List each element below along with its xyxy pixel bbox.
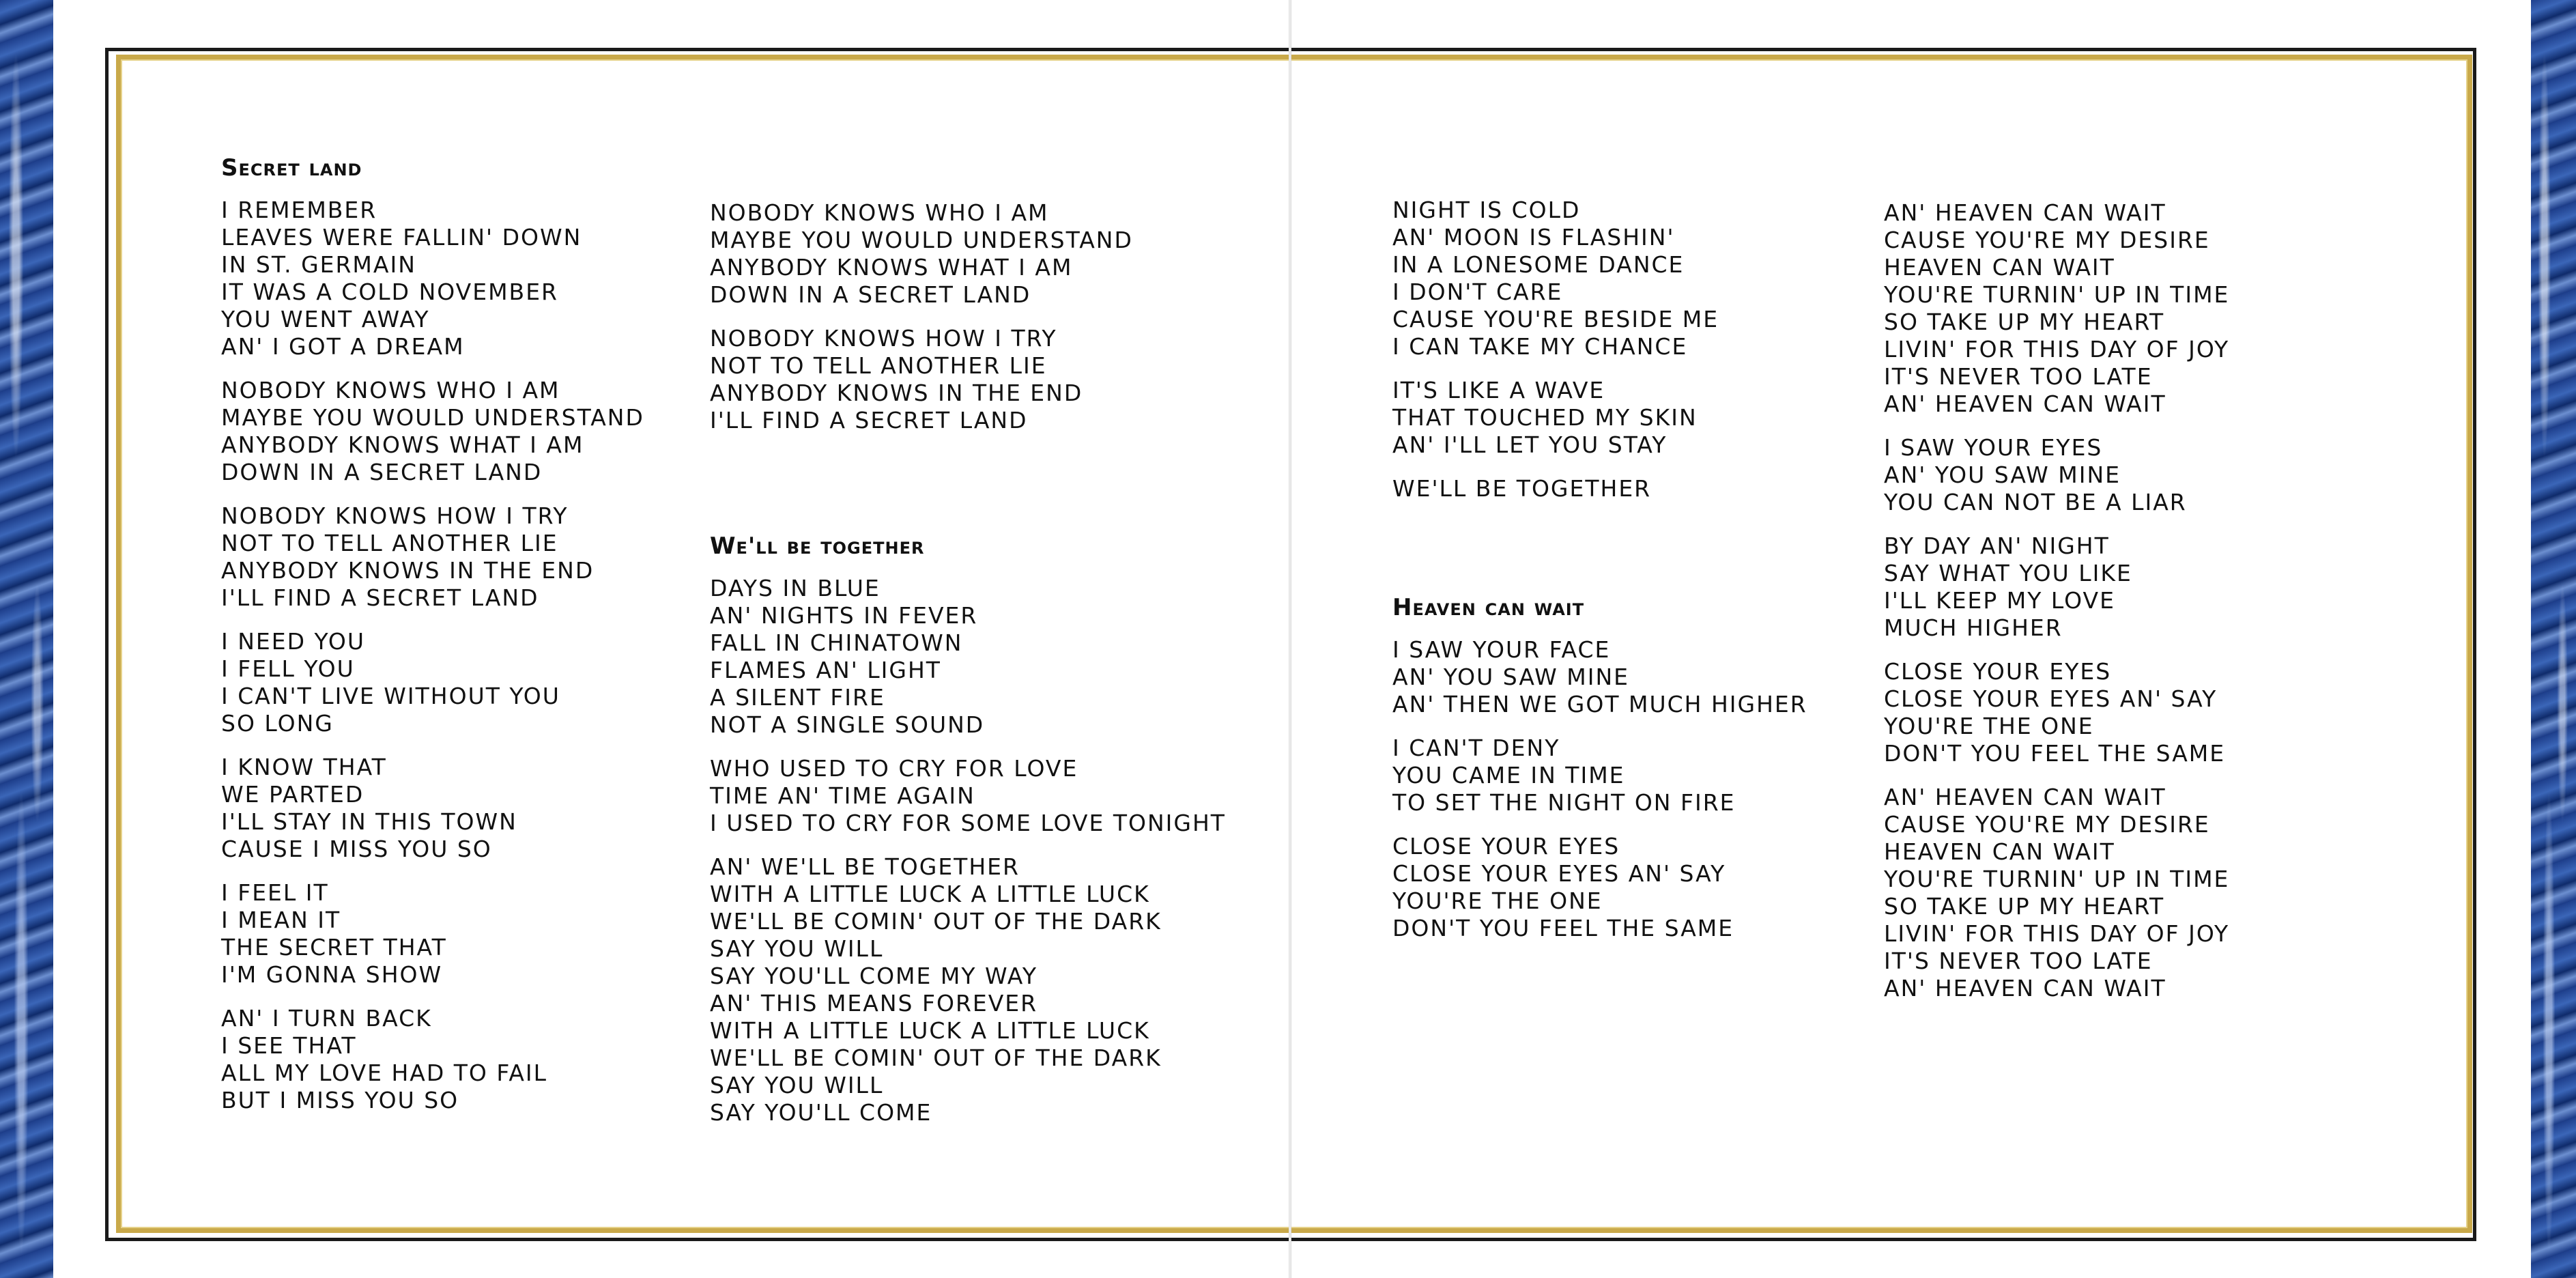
stanza: [1884, 532, 2229, 642]
lyric-line: THE SECRET THAT: [221, 934, 447, 961]
lyric-line: AN' MOON IS FLASHIN': [1392, 224, 1675, 251]
lyric-line: I SEE THAT: [221, 1032, 357, 1059]
lyric-line: I'LL STAY IN THIS TOWN: [221, 808, 517, 835]
lyrics-column-2: [710, 199, 1226, 1143]
lyric-line: I CAN'T DENY: [1392, 735, 1560, 761]
lyric-line: AN' HEAVEN CAN WAIT: [1884, 199, 2166, 226]
center-fold: [1289, 0, 1291, 1278]
lyric-line: I FEEL IT: [221, 879, 329, 906]
lyric-line: A SILENT FIRE: [710, 684, 885, 711]
lyric-line: IT'S NEVER TOO LATE: [1884, 363, 2153, 390]
lyric-line: CAUSE YOU'RE MY DESIRE: [1884, 227, 2210, 253]
stanza-list: [1884, 199, 2229, 1002]
lyric-line: ANYBODY KNOWS IN THE END: [221, 557, 595, 584]
lyric-line: AN' NIGHTS IN FEVER: [710, 602, 978, 629]
stanza: [710, 853, 1226, 1126]
lyric-line: BY DAY AN' NIGHT: [1884, 532, 2110, 559]
lyric-line: SAY YOU WILL: [710, 1072, 884, 1098]
lyric-line: I SAW YOUR FACE: [1392, 636, 1611, 663]
lyric-line: I DON'T CARE: [1392, 279, 1563, 305]
lyric-line: AN' YOU SAW MINE: [1392, 664, 1629, 690]
stanza: [1884, 199, 2229, 418]
lyric-line: ALL MY LOVE HAD TO FAIL: [221, 1060, 548, 1086]
stanza: [710, 575, 1226, 739]
lyric-line: CLOSE YOUR EYES AN' SAY: [1392, 860, 1726, 887]
lyric-line: LIVIN' FOR THIS DAY OF JOY: [1884, 920, 2230, 947]
lyric-line: I'LL KEEP MY LOVE: [1884, 587, 2115, 614]
lyric-line: NOT TO TELL ANOTHER LIE: [710, 352, 1047, 379]
lyric-line: DAYS IN BLUE: [710, 575, 881, 601]
stanza: [1884, 434, 2229, 516]
lyric-line: FLAMES AN' LIGHT: [710, 657, 941, 683]
lyric-line: YOU CAME IN TIME: [1392, 762, 1625, 789]
lyric-line: MUCH HIGHER: [1884, 614, 2063, 641]
lyric-line: ANYBODY KNOWS WHAT I AM: [710, 254, 1073, 281]
lyric-line: AN' WE'LL BE TOGETHER: [710, 853, 1020, 880]
stanza: [221, 628, 644, 737]
lyric-line: I'M GONNA SHOW: [221, 961, 443, 988]
lyric-line: WE'LL BE COMIN' OUT OF THE DARK: [710, 908, 1162, 935]
lyric-line: TIME AN' TIME AGAIN: [710, 782, 975, 809]
lyric-line: I CAN'T LIVE WITHOUT YOU: [221, 683, 560, 709]
stanza: [221, 502, 644, 612]
stanza: [1392, 475, 1807, 502]
lyric-line: I FELL YOU: [221, 655, 355, 682]
stanza: [1884, 658, 2229, 767]
stanza: [1392, 197, 1807, 360]
lyric-line: SO TAKE UP MY HEART: [1884, 309, 2165, 335]
lyric-line: WITH A LITTLE LUCK A LITTLE LUCK: [710, 1017, 1150, 1044]
song-title-secret-land: Secret land: [221, 154, 362, 182]
lyric-line: DOWN IN A SECRET LAND: [710, 281, 1031, 308]
lyric-line: AN' HEAVEN CAN WAIT: [1884, 975, 2166, 1002]
lyric-line: I KNOW THAT: [221, 754, 387, 780]
lyric-line: SAY YOU'LL COME MY WAY: [710, 963, 1037, 989]
lyric-line: CAUSE YOU'RE MY DESIRE: [1884, 811, 2210, 838]
song-title-heaven-can-wait: Heaven can wait: [1392, 594, 1585, 621]
lyric-line: I'LL FIND A SECRET LAND: [221, 584, 539, 611]
lyric-line: TO SET THE NIGHT ON FIRE: [1392, 789, 1736, 816]
lyric-line: HEAVEN CAN WAIT: [1884, 838, 2115, 865]
stanza: [710, 199, 1226, 309]
lyric-line: LIVIN' FOR THIS DAY OF JOY: [1884, 336, 2230, 363]
lyric-line: AN' YOU SAW MINE: [1884, 462, 2121, 488]
stanza-list: [1392, 636, 1807, 942]
stanza-list: [710, 575, 1226, 1126]
lyric-line: AN' I TURN BACK: [221, 1005, 432, 1032]
lyric-line: DON'T YOU FEEL THE SAME: [1884, 740, 2226, 767]
lyric-line: I MEAN IT: [221, 907, 341, 933]
lyric-line: AN' HEAVEN CAN WAIT: [1884, 784, 2166, 810]
marble-border-left: [0, 0, 53, 1278]
lyric-line: NOBODY KNOWS WHO I AM: [710, 199, 1049, 226]
lyric-line: IT'S NEVER TOO LATE: [1884, 948, 2153, 974]
lyric-line: NOBODY KNOWS HOW I TRY: [221, 502, 569, 529]
lyric-line: WE'LL BE TOGETHER: [1392, 475, 1652, 502]
stanza: [221, 197, 644, 360]
lyric-line: NOBODY KNOWS WHO I AM: [221, 377, 560, 403]
lyric-line: YOU'RE THE ONE: [1884, 713, 2094, 739]
lyric-line: IN A LONESOME DANCE: [1392, 251, 1685, 278]
lyrics-column-4: [1884, 199, 2229, 1019]
marble-border-right: [2531, 0, 2576, 1278]
lyric-line: AN' I GOT A DREAM: [221, 333, 465, 360]
lyric-line: MAYBE YOU WOULD UNDERSTAND: [221, 404, 644, 431]
lyric-line: CLOSE YOUR EYES AN' SAY: [1884, 685, 2218, 712]
lyric-line: YOU'RE TURNIN' UP IN TIME: [1884, 866, 2230, 892]
lyric-line: ANYBODY KNOWS IN THE END: [710, 380, 1083, 406]
lyric-line: WE PARTED: [221, 781, 364, 808]
lyric-line: LEAVES WERE FALLIN' DOWN: [221, 224, 582, 251]
stanza: [1884, 784, 2229, 1002]
stanza: [710, 325, 1226, 434]
lyric-line: SAY WHAT YOU LIKE: [1884, 560, 2132, 586]
stanza: [1392, 735, 1807, 816]
lyric-line: IN ST. GERMAIN: [221, 251, 416, 278]
lyric-line: AN' I'LL LET YOU STAY: [1392, 431, 1668, 458]
lyric-line: YOU CAN NOT BE A LIAR: [1884, 489, 2187, 515]
lyric-line: CLOSE YOUR EYES: [1392, 833, 1620, 860]
stanza: [1392, 833, 1807, 942]
stanza: [710, 755, 1226, 837]
lyric-line: MAYBE YOU WOULD UNDERSTAND: [710, 227, 1133, 253]
lyric-line: SAY YOU'LL COME: [710, 1099, 932, 1126]
lyric-line: SO TAKE UP MY HEART: [1884, 893, 2165, 920]
lyric-line: CAUSE YOU'RE BESIDE ME: [1392, 306, 1719, 332]
stanza-list-top: [1392, 197, 1807, 502]
lyric-line: I CAN TAKE MY CHANCE: [1392, 333, 1688, 360]
lyric-line: NIGHT IS COLD: [1392, 197, 1581, 223]
lyric-line: IT WAS A COLD NOVEMBER: [221, 279, 558, 305]
lyric-line: AN' HEAVEN CAN WAIT: [1884, 390, 2166, 417]
lyric-line: NOT A SINGLE SOUND: [710, 711, 985, 738]
stanza: [221, 879, 644, 989]
lyric-line: I USED TO CRY FOR SOME LOVE TONIGHT: [710, 810, 1226, 836]
lyric-line: NOBODY KNOWS HOW I TRY: [710, 325, 1057, 352]
lyric-line: FALL IN CHINATOWN: [710, 629, 963, 656]
lyric-line: WE'LL BE COMIN' OUT OF THE DARK: [710, 1045, 1162, 1071]
lyrics-column-3: [1392, 197, 1807, 958]
lyric-line: AN' THIS MEANS FOREVER: [710, 990, 1038, 1017]
stanza-list-top: [710, 199, 1226, 434]
stanza: [221, 754, 644, 863]
lyric-line: CLOSE YOUR EYES: [1884, 658, 2112, 685]
lyrics-column-1: [221, 154, 644, 1131]
lyric-line: YOU'RE THE ONE: [1392, 888, 1603, 914]
stanza: [1392, 377, 1807, 459]
lyric-line: HEAVEN CAN WAIT: [1884, 254, 2115, 281]
lyric-line: BUT I MISS YOU SO: [221, 1087, 459, 1113]
stanza-list: [221, 197, 644, 1114]
stanza: [1392, 636, 1807, 718]
lyric-line: YOU WENT AWAY: [221, 306, 430, 332]
lyric-line: THAT TOUCHED MY SKIN: [1392, 404, 1698, 431]
lyric-line: I'LL FIND A SECRET LAND: [710, 407, 1028, 434]
stanza: [221, 1005, 644, 1114]
lyric-line: ANYBODY KNOWS WHAT I AM: [221, 431, 584, 458]
lyric-line: SAY YOU WILL: [710, 935, 884, 962]
lyric-line: YOU'RE TURNIN' UP IN TIME: [1884, 281, 2230, 308]
stanza: [221, 377, 644, 486]
lyric-line: I NEED YOU: [221, 628, 365, 655]
lyric-line: NOT TO TELL ANOTHER LIE: [221, 530, 558, 556]
lyric-line: AN' THEN WE GOT MUCH HIGHER: [1392, 691, 1807, 718]
lyric-line: WHO USED TO CRY FOR LOVE: [710, 755, 1078, 782]
lyric-line: I REMEMBER: [221, 197, 377, 223]
lyric-line: IT'S LIKE A WAVE: [1392, 377, 1605, 403]
lyric-line: DOWN IN A SECRET LAND: [221, 459, 543, 485]
lyric-line: WITH A LITTLE LUCK A LITTLE LUCK: [710, 881, 1150, 907]
lyric-line: SO LONG: [221, 710, 334, 737]
lyric-line: I SAW YOUR EYES: [1884, 434, 2103, 461]
song-title-well-be-together: We'll be together: [710, 532, 925, 560]
lyric-line: CAUSE I MISS YOU SO: [221, 836, 492, 862]
lyric-line: DON'T YOU FEEL THE SAME: [1392, 915, 1734, 941]
